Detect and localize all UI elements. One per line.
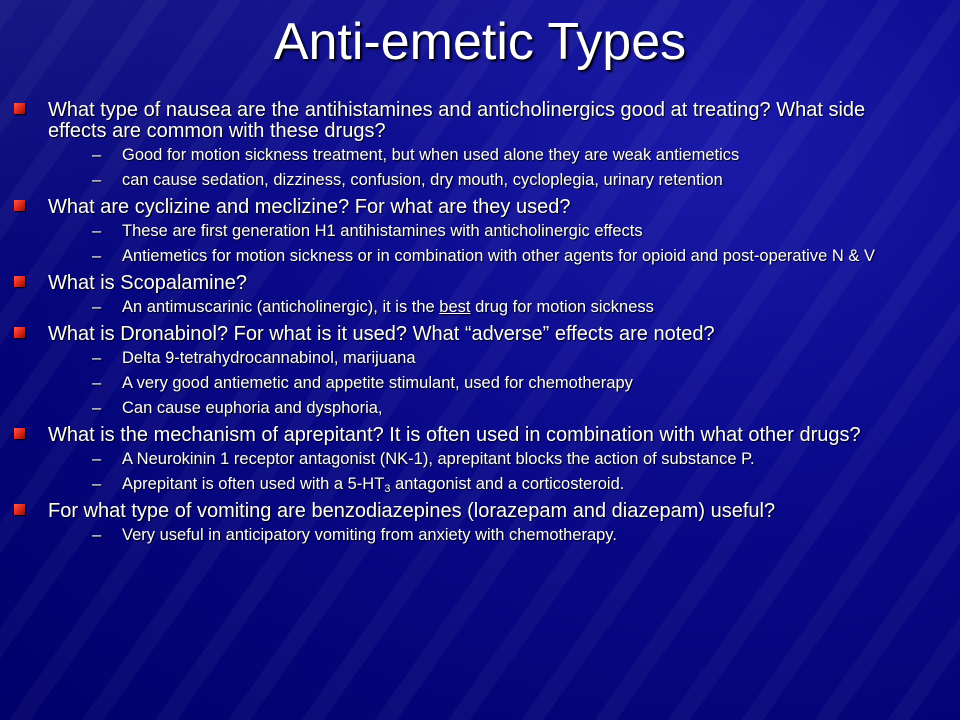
dash-bullet: – [92, 247, 102, 265]
sub-bullet-text: Good for motion sickness treatment, but when used alone they are weak antiemetics [122, 146, 740, 164]
dash-bullet: – [92, 146, 102, 164]
sub-bullet-list [48, 527, 904, 544]
sub-bullet-text: drug for motion sickness [470, 298, 654, 316]
sub-bullet-text: Can cause euphoria and dysphoria, [122, 399, 383, 417]
slide-title: Anti-emetic Types [273, 13, 687, 71]
sub-bullet-text: A Neurokinin 1 receptor antagonist (NK-1), aprepitant blocks the action of substance P. [122, 450, 755, 468]
sub-bullet-item [48, 147, 904, 164]
sub-bullet-item [48, 223, 904, 240]
sub-bullet-text: Aprepitant is often used with a 5-HT [122, 475, 385, 493]
sub-bullet-item [48, 375, 904, 392]
sub-bullet-list [48, 299, 904, 316]
sub-bullet-text: Delta 9-tetrahydrocannabinol, marijuana [122, 349, 416, 367]
sub-bullet-text: antagonist and a corticosteroid. [390, 475, 625, 493]
sub-bullet-list [48, 223, 904, 265]
bullet-item [14, 197, 904, 265]
sub-bullet-list [48, 451, 904, 493]
dash-bullet: – [92, 349, 102, 367]
dash-bullet: – [92, 171, 102, 189]
slide-content [14, 100, 904, 552]
sub-bullet-item [48, 172, 904, 189]
red-square-bullet-icon [14, 327, 25, 338]
dash-bullet: – [92, 222, 102, 240]
sub-bullet-item [48, 451, 904, 468]
sub-bullet-text: Very useful in anticipatory vomiting from anxiety with chemotherapy. [122, 526, 617, 544]
red-square-bullet-icon [14, 428, 25, 439]
sub-bullet-item [48, 248, 904, 265]
sub-bullet-text: A very good antiemetic and appetite stimulant, used for chemotherapy [122, 374, 633, 392]
red-square-bullet-icon [14, 276, 25, 287]
red-square-bullet-icon [14, 504, 25, 515]
dash-bullet: – [92, 475, 102, 493]
sub-bullet-item [48, 527, 904, 544]
dash-bullet: – [92, 399, 102, 417]
dash-bullet: – [92, 450, 102, 468]
red-square-bullet-icon [14, 103, 25, 114]
red-square-bullet-icon [14, 200, 25, 211]
sub-bullet-text: can cause sedation, dizziness, confusion, dry mouth, cycloplegia, urinary retention [122, 171, 723, 189]
dash-bullet: – [92, 374, 102, 392]
bullet-question: For what type of vomiting are benzodiazepines (lorazepam and diazepam) useful? [48, 500, 776, 522]
sub-bullet-text: An antimuscarinic (anticholinergic), it is the [122, 298, 440, 316]
bullet-question: What is Dronabinol? For what is it used? What “adverse” effects are noted? [48, 323, 715, 345]
bullet-question: What is Scopalamine? [48, 272, 247, 294]
emphasis-text: best [439, 298, 471, 316]
dash-bullet: – [92, 298, 102, 316]
subscript-text: 3 [384, 483, 391, 495]
sub-bullet-item [48, 476, 904, 493]
dash-bullet: – [92, 526, 102, 544]
sub-bullet-item [48, 299, 904, 316]
sub-bullet-list [48, 147, 904, 189]
sub-bullet-text: These are first generation H1 antihistamines with anticholinergic effects [122, 222, 643, 240]
sub-bullet-text: Antiemetics for motion sickness or in combination with other agents for opioid and post-operative N & V [122, 247, 875, 265]
bullet-item [14, 273, 904, 316]
bullet-item [14, 425, 904, 493]
sub-bullet-item [48, 400, 904, 417]
bullet-question: What are cyclizine and meclizine? For what are they used? [48, 196, 571, 218]
bullet-item [14, 100, 904, 189]
bullet-question: What type of nausea are the antihistamines and anticholinergics good at treating? What side effects are common with these drugs? [48, 99, 866, 142]
bullet-item [14, 501, 904, 544]
sub-bullet-item [48, 350, 904, 367]
sub-bullet-list [48, 350, 904, 417]
bullet-item [14, 324, 904, 417]
bullet-question: What is the mechanism of aprepitant? It is often used in combination with what other drugs? [48, 424, 861, 446]
